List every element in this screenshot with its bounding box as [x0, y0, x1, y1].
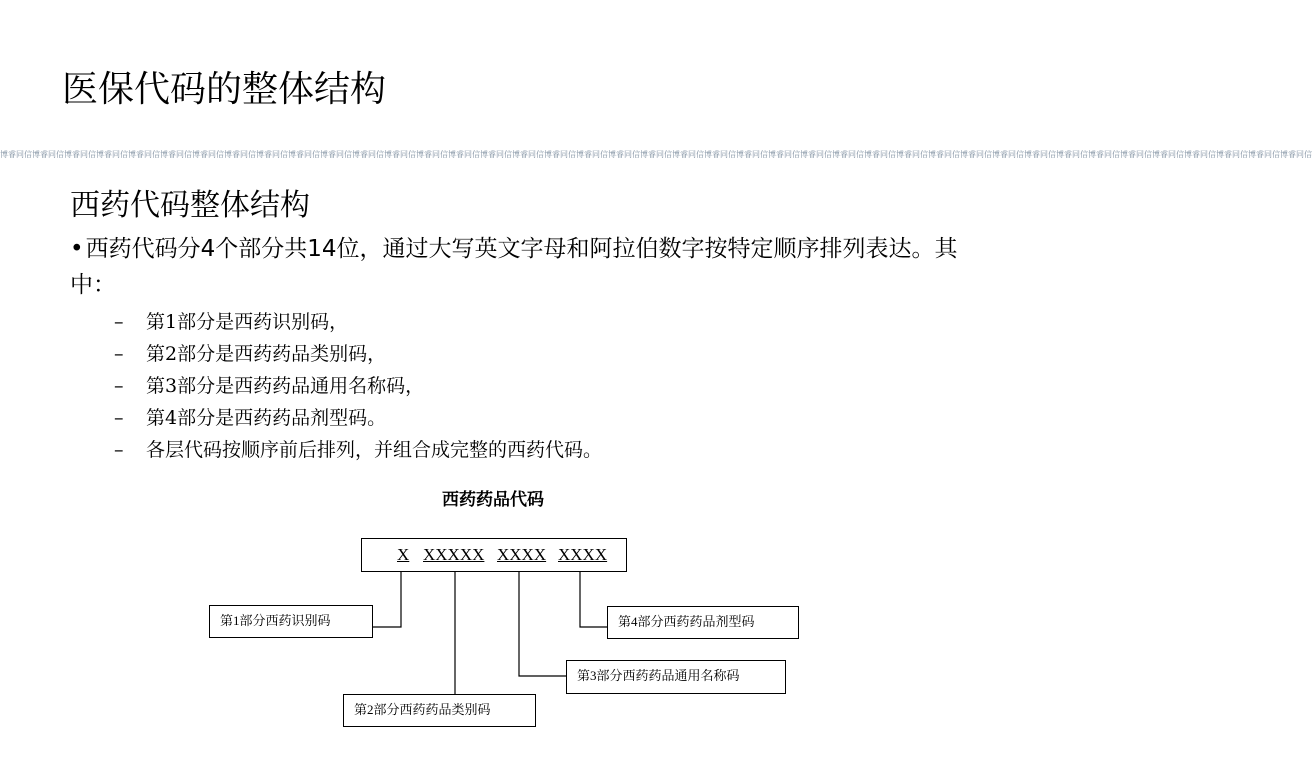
code-segment: XXXX	[497, 545, 547, 564]
dash-marker: –	[114, 407, 124, 429]
code-segment: XXXX	[558, 545, 608, 564]
list-item-text: 第2部分是西药药品类别码，	[146, 343, 387, 365]
connector-part3	[519, 572, 566, 676]
dash-marker: –	[114, 311, 124, 333]
code-segment: X	[397, 545, 410, 564]
list-item-text: 第4部分是西药药品剂型码。	[146, 407, 387, 429]
dash-marker: –	[114, 439, 124, 461]
label-part2: 第2部分西药药品类别码	[343, 694, 536, 727]
bullet-dot: •	[70, 236, 84, 262]
list-item-text: 第3部分是西药药品通用名称码，	[146, 375, 425, 397]
list-item-text: 各层代码按顺序前后排列，并组合成完整的西药代码。	[146, 439, 603, 461]
label-part4: 第4部分西药药品剂型码	[607, 606, 799, 639]
connector-part1	[372, 572, 401, 627]
slide-title: 医保代码的整体结构	[62, 69, 387, 110]
code-box	[361, 538, 627, 572]
dash-marker: –	[114, 343, 124, 365]
section-heading: 西药代码整体结构	[70, 188, 310, 223]
diagram-title: 西药药品代码	[442, 490, 544, 510]
code-segment: XXXXX	[423, 545, 485, 564]
label-part3: 第3部分西药药品通用名称码	[566, 660, 786, 694]
dash-marker: –	[114, 375, 124, 397]
connector-part4	[580, 572, 607, 627]
intro-bullet-text: 西药代码分4个部分共14位，通过大写英文字母和阿拉伯数字按特定顺序排列表达。其中：	[70, 236, 958, 298]
label-part1: 第1部分西药识别码	[209, 605, 373, 638]
watermark-strip: 博睿同信博睿同信博睿同信博睿同信博睿同信博睿同信博睿同信博睿同信博睿同信博睿同信博睿同信博睿同信博睿同信博睿同信博睿同信博睿同信博睿同信博睿同信博睿同信博睿同信博睿同信博睿同信博睿同信博睿同信博睿同信博睿同信博睿同信博睿同信博睿同信博睿同信博睿同信博睿同信博睿同信博睿同信博睿同信博睿同信博睿同信博睿同信博睿同信博睿同信博睿同信	[0, 150, 1312, 159]
list-item-text: 第1部分是西药识别码，	[146, 311, 349, 333]
